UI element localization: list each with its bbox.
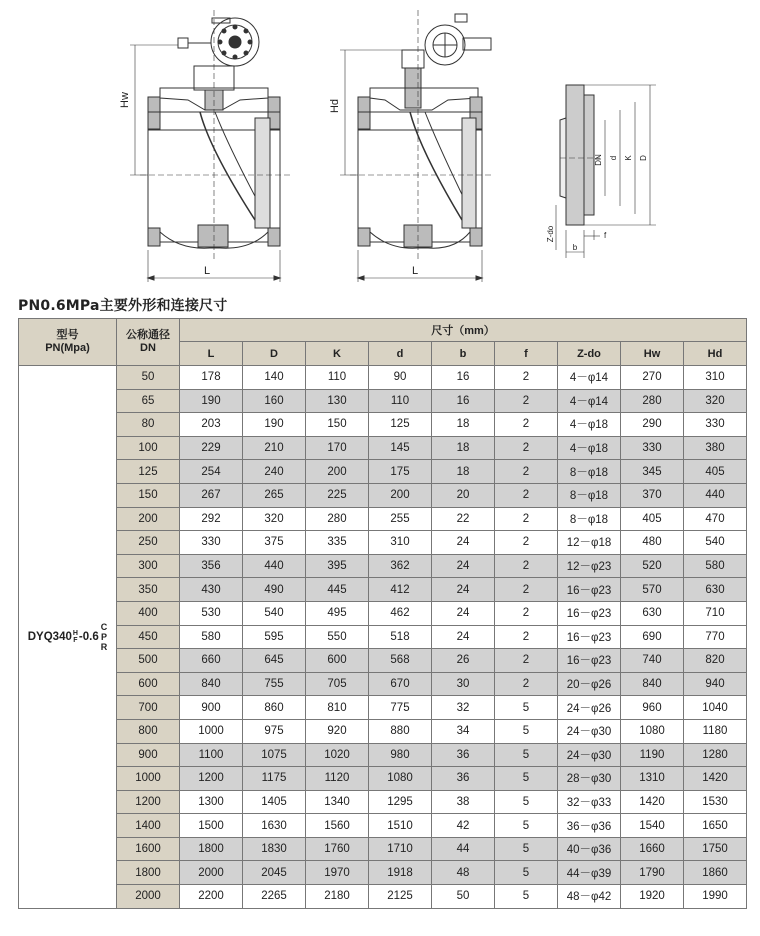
table-cell: 960 — [621, 696, 684, 720]
table-cell: 32－φ33 — [558, 790, 621, 814]
side-l-label: L — [411, 265, 419, 277]
table-cell: 24 — [432, 601, 495, 625]
table-row — [19, 413, 747, 437]
table-cell: 495 — [306, 601, 369, 625]
table-cell: 1180 — [684, 719, 747, 743]
model-header-line1: 型号 — [56, 329, 79, 341]
table-cell: 265 — [243, 483, 306, 507]
table-cell: 1750 — [684, 837, 747, 861]
model-stack-1: C — [100, 621, 108, 632]
dn-cell: 600 — [117, 672, 180, 696]
table-cell: 178 — [180, 366, 243, 390]
table-cell: 330 — [180, 531, 243, 555]
table-cell: 20－φ26 — [558, 672, 621, 696]
table-cell: 1075 — [243, 743, 306, 767]
table-cell: 412 — [369, 578, 432, 602]
dn-cell: 500 — [117, 649, 180, 673]
table-cell: 12－φ23 — [558, 554, 621, 578]
table-body — [19, 366, 747, 909]
table-cell: 210 — [243, 436, 306, 460]
model-cell — [19, 366, 117, 909]
table-cell: 1800 — [180, 837, 243, 861]
table-cell: 36 — [432, 743, 495, 767]
model-stack-2: P — [100, 631, 107, 642]
table-cell: 2 — [495, 366, 558, 390]
table-cell: 1405 — [243, 790, 306, 814]
table-cell: 518 — [369, 625, 432, 649]
table-row — [19, 483, 747, 507]
dn-cell: 400 — [117, 601, 180, 625]
dn-cell: 1400 — [117, 814, 180, 838]
table-row — [19, 861, 747, 885]
model-subscript-stack — [73, 630, 78, 644]
table-cell: 630 — [621, 601, 684, 625]
table-cell: 1710 — [369, 837, 432, 861]
table-cell: 22 — [432, 507, 495, 531]
table-row — [19, 743, 747, 767]
table-cell: 1990 — [684, 885, 747, 909]
col-header-hw: Hw — [621, 342, 684, 366]
table-cell: 225 — [306, 483, 369, 507]
table-cell: 380 — [684, 436, 747, 460]
table-cell: 940 — [684, 672, 747, 696]
dn-cell: 200 — [117, 507, 180, 531]
table-cell: 540 — [243, 601, 306, 625]
table-cell: 200 — [306, 460, 369, 484]
table-cell: 44 — [432, 837, 495, 861]
valve-drawings — [0, 0, 760, 290]
table-cell: 26 — [432, 649, 495, 673]
table-row — [19, 719, 747, 743]
dn-cell: 350 — [117, 578, 180, 602]
table-cell: 5 — [495, 837, 558, 861]
table-cell: 462 — [369, 601, 432, 625]
table-row — [19, 554, 747, 578]
table-cell: 810 — [306, 696, 369, 720]
table-cell: 580 — [684, 554, 747, 578]
table-row — [19, 649, 747, 673]
table-row — [19, 767, 747, 791]
table-cell: 770 — [684, 625, 747, 649]
table-cell: 445 — [306, 578, 369, 602]
dn-cell: 100 — [117, 436, 180, 460]
table-cell: 480 — [621, 531, 684, 555]
table-cell: 280 — [306, 507, 369, 531]
table-cell: 8－φ18 — [558, 483, 621, 507]
table-cell: 36 — [432, 767, 495, 791]
table-cell: 520 — [621, 554, 684, 578]
table-cell: 1860 — [684, 861, 747, 885]
dn-cell: 1200 — [117, 790, 180, 814]
table-cell: 490 — [243, 578, 306, 602]
table-cell: 4－φ14 — [558, 389, 621, 413]
table-cell: 2 — [495, 413, 558, 437]
table-cell: 430 — [180, 578, 243, 602]
table-row — [19, 436, 747, 460]
table-cell: 320 — [243, 507, 306, 531]
table-cell: 1000 — [180, 719, 243, 743]
table-row — [19, 625, 747, 649]
table-cell: 280 — [621, 389, 684, 413]
table-cell: 190 — [243, 413, 306, 437]
table-cell: 362 — [369, 554, 432, 578]
table-cell: 5 — [495, 814, 558, 838]
table-cell: 1340 — [306, 790, 369, 814]
table-cell: 1040 — [684, 696, 747, 720]
table-cell: 840 — [621, 672, 684, 696]
dn-cell: 250 — [117, 531, 180, 555]
model-sub-top: H — [72, 629, 78, 637]
flange-f-label: f — [604, 231, 607, 240]
table-cell: 310 — [684, 366, 747, 390]
table-cell: 12－φ18 — [558, 531, 621, 555]
table-cell: 840 — [180, 672, 243, 696]
table-cell: 24－φ30 — [558, 743, 621, 767]
table-cell: 254 — [180, 460, 243, 484]
table-cell: 356 — [180, 554, 243, 578]
dn-cell: 50 — [117, 366, 180, 390]
table-cell: 1510 — [369, 814, 432, 838]
table-cell: 1190 — [621, 743, 684, 767]
table-cell: 229 — [180, 436, 243, 460]
col-header-d-outer: D — [243, 342, 306, 366]
table-cell: 48 — [432, 861, 495, 885]
col-header-f: f — [495, 342, 558, 366]
table-cell: 975 — [243, 719, 306, 743]
table-cell: 1300 — [180, 790, 243, 814]
table-cell: 980 — [369, 743, 432, 767]
table-cell: 2 — [495, 507, 558, 531]
table-cell: 2125 — [369, 885, 432, 909]
table-cell: 90 — [369, 366, 432, 390]
table-cell: 2265 — [243, 885, 306, 909]
front-l-label: L — [203, 265, 211, 277]
table-cell: 16－φ23 — [558, 578, 621, 602]
table-cell: 395 — [306, 554, 369, 578]
table-cell: 1560 — [306, 814, 369, 838]
flange-k-label: K — [624, 155, 633, 161]
table-cell: 28－φ30 — [558, 767, 621, 791]
table-cell: 170 — [306, 436, 369, 460]
table-cell: 30 — [432, 672, 495, 696]
dimension-table — [18, 318, 747, 909]
table-row — [19, 601, 747, 625]
table-cell: 32 — [432, 696, 495, 720]
dn-cell: 900 — [117, 743, 180, 767]
table-cell: 440 — [684, 483, 747, 507]
dn-cell: 1000 — [117, 767, 180, 791]
table-cell: 24 — [432, 578, 495, 602]
table-cell: 24－φ26 — [558, 696, 621, 720]
table-cell: 2 — [495, 554, 558, 578]
table-cell: 290 — [621, 413, 684, 437]
table-cell: 330 — [621, 436, 684, 460]
table-cell: 4－φ18 — [558, 413, 621, 437]
table-cell: 1650 — [684, 814, 747, 838]
table-cell: 740 — [621, 649, 684, 673]
table-cell: 2 — [495, 436, 558, 460]
table-cell: 34 — [432, 719, 495, 743]
table-row — [19, 696, 747, 720]
dn-cell: 65 — [117, 389, 180, 413]
col-header-b: b — [432, 342, 495, 366]
table-cell: 900 — [180, 696, 243, 720]
table-cell: 130 — [306, 389, 369, 413]
table-row — [19, 837, 747, 861]
table-cell: 2 — [495, 460, 558, 484]
table-cell: 2 — [495, 601, 558, 625]
table-row — [19, 814, 747, 838]
table-cell: 2045 — [243, 861, 306, 885]
table-cell: 16－φ23 — [558, 601, 621, 625]
table-cell: 24 — [432, 554, 495, 578]
table-cell: 40－φ36 — [558, 837, 621, 861]
table-cell: 125 — [369, 413, 432, 437]
table-cell: 345 — [621, 460, 684, 484]
table-cell: 38 — [432, 790, 495, 814]
dimension-group-header: 尺寸（mm） — [180, 319, 747, 342]
table-cell: 42 — [432, 814, 495, 838]
table-cell: 5 — [495, 696, 558, 720]
table-cell: 175 — [369, 460, 432, 484]
table-cell: 320 — [684, 389, 747, 413]
table-cell: 160 — [243, 389, 306, 413]
table-cell: 8－φ18 — [558, 460, 621, 484]
table-cell: 240 — [243, 460, 306, 484]
table-cell: 1530 — [684, 790, 747, 814]
table-cell: 200 — [369, 483, 432, 507]
table-cell: 292 — [180, 507, 243, 531]
col-header-hd: Hd — [684, 342, 747, 366]
table-cell: 2 — [495, 625, 558, 649]
table-cell: 110 — [306, 366, 369, 390]
table-cell: 24－φ30 — [558, 719, 621, 743]
table-cell: 440 — [243, 554, 306, 578]
table-cell: 110 — [369, 389, 432, 413]
table-cell: 660 — [180, 649, 243, 673]
table-cell: 310 — [369, 531, 432, 555]
table-cell: 1630 — [243, 814, 306, 838]
dn-cell: 700 — [117, 696, 180, 720]
table-cell: 16 — [432, 366, 495, 390]
dn-cell: 1600 — [117, 837, 180, 861]
table-cell: 2180 — [306, 885, 369, 909]
table-cell: 595 — [243, 625, 306, 649]
model-prefix: DYQ340 — [27, 630, 72, 643]
table-cell: 270 — [621, 366, 684, 390]
flange-d-label: d — [609, 155, 618, 161]
col-header-l: L — [180, 342, 243, 366]
side-view-drawing — [340, 10, 492, 282]
table-cell: 1080 — [621, 719, 684, 743]
dn-header-line1: 公称通径 — [126, 329, 170, 341]
table-cell: 140 — [243, 366, 306, 390]
model-designation — [28, 622, 108, 652]
table-cell: 1175 — [243, 767, 306, 791]
flange-b-label: b — [572, 243, 578, 252]
table-cell: 570 — [621, 578, 684, 602]
dn-cell: 80 — [117, 413, 180, 437]
table-cell: 470 — [684, 507, 747, 531]
flange-dn-label: DN — [594, 154, 603, 166]
table-cell: 645 — [243, 649, 306, 673]
table-cell: 8－φ18 — [558, 507, 621, 531]
table-row — [19, 507, 747, 531]
dn-cell: 150 — [117, 483, 180, 507]
table-cell: 4－φ14 — [558, 366, 621, 390]
table-cell: 775 — [369, 696, 432, 720]
dn-cell: 2000 — [117, 885, 180, 909]
table-cell: 20 — [432, 483, 495, 507]
table-cell: 255 — [369, 507, 432, 531]
table-cell: 267 — [180, 483, 243, 507]
table-cell: 1420 — [684, 767, 747, 791]
table-cell: 1660 — [621, 837, 684, 861]
table-cell: 1020 — [306, 743, 369, 767]
table-row — [19, 790, 747, 814]
table-cell: 2 — [495, 389, 558, 413]
table-cell: 370 — [621, 483, 684, 507]
table-cell: 190 — [180, 389, 243, 413]
table-cell: 1970 — [306, 861, 369, 885]
model-stack-3: R — [100, 641, 108, 652]
table-cell: 755 — [243, 672, 306, 696]
table-cell: 1830 — [243, 837, 306, 861]
dn-cell: 125 — [117, 460, 180, 484]
table-cell: 880 — [369, 719, 432, 743]
table-cell: 5 — [495, 767, 558, 791]
table-cell: 1295 — [369, 790, 432, 814]
table-cell: 16－φ23 — [558, 625, 621, 649]
table-cell: 630 — [684, 578, 747, 602]
model-header-line2: PN(Mpa) — [45, 342, 90, 354]
table-cell: 568 — [369, 649, 432, 673]
table-cell: 1420 — [621, 790, 684, 814]
dn-cell: 450 — [117, 625, 180, 649]
table-cell: 1540 — [621, 814, 684, 838]
table-cell: 710 — [684, 601, 747, 625]
table-cell: 50 — [432, 885, 495, 909]
table-cell: 1920 — [621, 885, 684, 909]
col-header-zdo: Z-do — [558, 342, 621, 366]
table-cell: 405 — [684, 460, 747, 484]
table-cell: 600 — [306, 649, 369, 673]
table-cell: 16－φ23 — [558, 649, 621, 673]
flange-big-d-label: D — [639, 155, 648, 161]
col-header-k: K — [306, 342, 369, 366]
table-cell: 2 — [495, 672, 558, 696]
table-cell: 920 — [306, 719, 369, 743]
table-cell: 330 — [684, 413, 747, 437]
table-cell: 530 — [180, 601, 243, 625]
table-row — [19, 389, 747, 413]
table-cell: 1280 — [684, 743, 747, 767]
table-cell: 375 — [243, 531, 306, 555]
table-row — [19, 366, 747, 390]
table-cell: 2 — [495, 649, 558, 673]
table-cell: 1790 — [621, 861, 684, 885]
table-cell: 24 — [432, 531, 495, 555]
table-cell: 203 — [180, 413, 243, 437]
table-cell: 2 — [495, 483, 558, 507]
dn-cell: 800 — [117, 719, 180, 743]
table-row — [19, 672, 747, 696]
table-cell: 2200 — [180, 885, 243, 909]
table-cell: 5 — [495, 790, 558, 814]
model-header — [19, 319, 117, 366]
table-cell: 580 — [180, 625, 243, 649]
table-cell: 670 — [369, 672, 432, 696]
table-header-row — [19, 319, 747, 342]
table-cell: 18 — [432, 413, 495, 437]
hw-label: Hw — [119, 92, 131, 108]
model-material-stack — [101, 622, 108, 652]
col-header-d: d — [369, 342, 432, 366]
table-cell: 860 — [243, 696, 306, 720]
model-suffix: -0.6 — [78, 630, 99, 643]
table-row — [19, 531, 747, 555]
table-cell: 24 — [432, 625, 495, 649]
table-cell: 1080 — [369, 767, 432, 791]
table-cell: 48－φ42 — [558, 885, 621, 909]
table-cell: 44－φ39 — [558, 861, 621, 885]
table-row — [19, 460, 747, 484]
flange-zdo-label: Z-do — [546, 225, 555, 243]
table-cell: 1120 — [306, 767, 369, 791]
table-row — [19, 578, 747, 602]
table-cell: 1200 — [180, 767, 243, 791]
dn-header-line2: DN — [140, 342, 156, 354]
section-title: PN0.6MPa主要外形和连接尺寸 — [18, 298, 228, 314]
table-cell: 4－φ18 — [558, 436, 621, 460]
front-view-drawing — [130, 10, 290, 282]
table-cell: 405 — [621, 507, 684, 531]
table-cell: 18 — [432, 436, 495, 460]
table-cell: 145 — [369, 436, 432, 460]
table-cell: 1100 — [180, 743, 243, 767]
table-cell: 36－φ36 — [558, 814, 621, 838]
table-cell: 820 — [684, 649, 747, 673]
table-cell: 5 — [495, 719, 558, 743]
table-cell: 5 — [495, 885, 558, 909]
dn-cell: 300 — [117, 554, 180, 578]
table-cell: 5 — [495, 743, 558, 767]
table-cell: 705 — [306, 672, 369, 696]
table-cell: 16 — [432, 389, 495, 413]
hd-label: Hd — [329, 98, 341, 114]
table-cell: 1760 — [306, 837, 369, 861]
table-cell: 2 — [495, 531, 558, 555]
table-cell: 1500 — [180, 814, 243, 838]
table-cell: 5 — [495, 861, 558, 885]
table-cell: 550 — [306, 625, 369, 649]
table-cell: 2 — [495, 578, 558, 602]
table-cell: 335 — [306, 531, 369, 555]
table-cell: 150 — [306, 413, 369, 437]
dn-header — [117, 319, 180, 366]
dn-cell: 1800 — [117, 861, 180, 885]
table-cell: 1310 — [621, 767, 684, 791]
table-row — [19, 885, 747, 909]
table-cell: 2000 — [180, 861, 243, 885]
table-cell: 1918 — [369, 861, 432, 885]
table-cell: 540 — [684, 531, 747, 555]
model-sub-bottom: F — [73, 636, 78, 644]
table-cell: 18 — [432, 460, 495, 484]
table-cell: 690 — [621, 625, 684, 649]
